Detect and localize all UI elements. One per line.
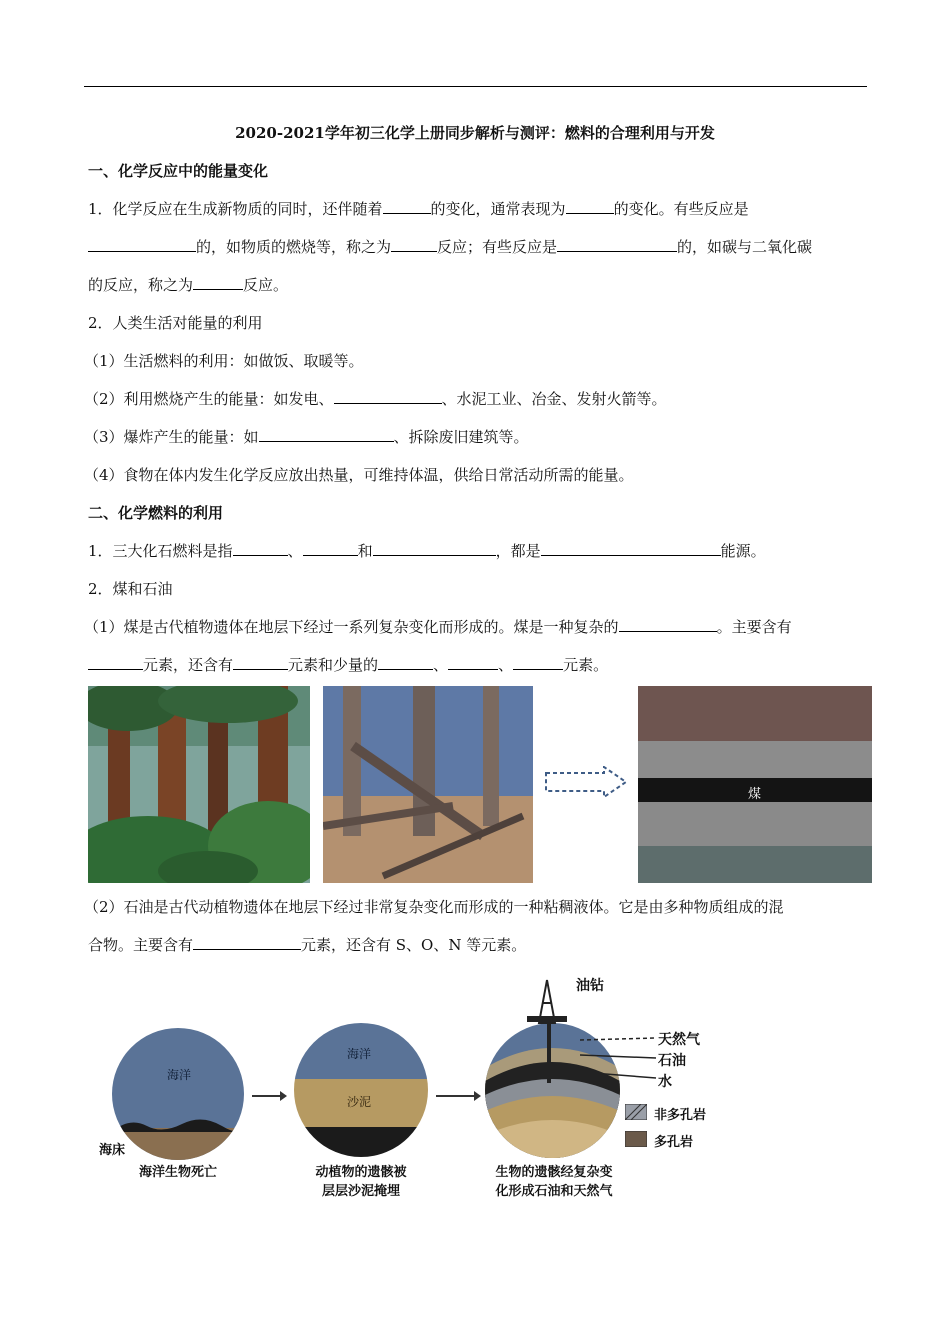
- oil-rig-label: 油钻: [576, 978, 604, 994]
- section2-heading: 二、化学燃料的利用: [88, 504, 224, 522]
- q2-title: 2．人类生活对能量的利用: [88, 314, 263, 332]
- blank[interactable]: [383, 199, 431, 214]
- blank[interactable]: [391, 237, 437, 252]
- legend-nonporous-swatch: [625, 1104, 647, 1120]
- pointer-lines: [580, 1030, 660, 1085]
- blank[interactable]: [513, 655, 563, 670]
- blank[interactable]: [541, 541, 721, 556]
- blank[interactable]: [88, 655, 143, 670]
- q1-line2: 的，如物质的燃烧等，称之为 反应；有些反应是 的，如碳与二氧化碳: [88, 237, 812, 257]
- legend-porous-swatch: [625, 1131, 647, 1147]
- seabed-label: 海床: [99, 1143, 126, 1158]
- oil-rig-icon: [517, 978, 577, 1028]
- caption-2: 动植物的遗骸被 层层沙泥掩埋: [315, 1165, 407, 1199]
- blank[interactable]: [334, 389, 442, 404]
- blank[interactable]: [448, 655, 498, 670]
- water-label: 水: [658, 1074, 672, 1090]
- forest-illustration: [88, 686, 310, 883]
- coal-seam-illustration: [638, 686, 872, 883]
- coal-label: 煤: [748, 787, 762, 802]
- blank[interactable]: [566, 199, 614, 214]
- blank[interactable]: [193, 935, 301, 950]
- ocean-circle: [112, 1028, 244, 1160]
- q1-line3: 的反应，称之为 反应。: [88, 276, 289, 294]
- q2-item4: （4）食物在体内发生化学反应放出热量，可维持体温，供给日常活动所需的能量。: [84, 466, 634, 484]
- legend-nonporous-label: 非多孔岩: [654, 1108, 707, 1123]
- q2-item1: （1）生活燃料的利用：如做饭、取暖等。: [84, 352, 364, 370]
- petroleum-label: 石油: [658, 1053, 686, 1069]
- blank[interactable]: [373, 541, 496, 556]
- caption-1: 海洋生物死亡: [138, 1165, 217, 1180]
- natural-gas-label: 天然气: [658, 1032, 700, 1048]
- header-rule: [84, 86, 867, 87]
- coal-line2: 元素，还含有 元素和少量的 、 、 元素。: [88, 655, 608, 675]
- section1-heading: 一、化学反应中的能量变化: [88, 162, 269, 180]
- caption-3: 生物的遗骸经复杂变 化形成石油和天然气: [495, 1165, 613, 1199]
- blank[interactable]: [378, 655, 433, 670]
- blank[interactable]: [619, 617, 717, 632]
- coal-line1: （1）煤是古代植物遗体在地层下经过一系列复杂变化而形成的。煤是一种复杂的 。主要含有: [84, 618, 792, 636]
- ocean-label: 海洋: [167, 1068, 192, 1082]
- sand-mud-label: 沙泥: [347, 1095, 372, 1109]
- fallen-trees-illustration: [323, 686, 533, 883]
- sediment-circle: [294, 1023, 428, 1157]
- blank[interactable]: [259, 427, 394, 442]
- fossil-fuels-line: 1．三大化石燃料是指 、 和 ，都是 能源。: [88, 542, 766, 560]
- oil-line2: 合物。主要含有 元素，还含有 S、O、N 等元素。: [88, 936, 527, 954]
- blank[interactable]: [303, 541, 358, 556]
- blank[interactable]: [557, 237, 677, 252]
- blank[interactable]: [233, 541, 288, 556]
- ocean-label: 海洋: [347, 1047, 372, 1061]
- coal-oil-title: 2．煤和石油: [88, 580, 173, 598]
- arrow-right-icon: [544, 766, 630, 798]
- arrow-right-icon: [434, 1088, 482, 1104]
- q1-line1: 1．化学反应在生成新物质的同时，还伴随着 的变化，通常表现为 的变化。有些反应是: [88, 200, 749, 218]
- page-title: 2020-2021学年初三化学上册同步解析与测评：燃料的合理利用与开发: [235, 124, 715, 142]
- blank[interactable]: [233, 655, 288, 670]
- blank[interactable]: [88, 237, 196, 252]
- oil-line1: （2）石油是古代动植物遗体在地层下经过非常复杂变化而形成的一种粘稠液体。它是由多种物质组成的混: [84, 898, 784, 916]
- arrow-right-icon: [250, 1088, 288, 1104]
- blank[interactable]: [193, 275, 243, 290]
- q2-item3: （3）爆炸产生的能量：如 、拆除废旧建筑等。: [84, 428, 529, 446]
- legend-porous-label: 多孔岩: [654, 1135, 694, 1150]
- q2-item2: （2）利用燃烧产生的能量：如发电、 、水泥工业、冶金、发射火箭等。: [84, 390, 667, 408]
